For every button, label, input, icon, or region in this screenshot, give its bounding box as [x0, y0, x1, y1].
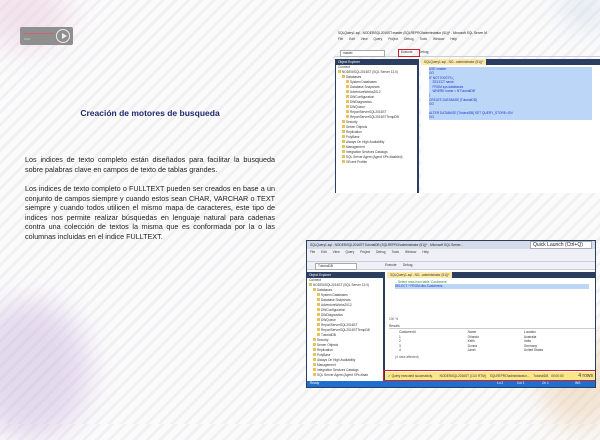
- tree-node-label: System Databases: [350, 80, 377, 84]
- query-editor[interactable]: [387, 272, 596, 381]
- menu-item-project[interactable]: Project: [388, 37, 399, 41]
- folder-icon: [342, 130, 345, 133]
- table-cell: Janet: [467, 348, 476, 352]
- object-explorer: [335, 59, 419, 193]
- menu-item-view[interactable]: View: [332, 250, 340, 254]
- folder-icon: [317, 308, 320, 311]
- code-line: WHERE name = N'TutorialDB': [429, 89, 592, 93]
- tree-node-label: PolyBase: [346, 135, 360, 139]
- code-line: SELECT * FROM dbo.Customers;: [395, 284, 589, 288]
- table-cell: Donna: [467, 343, 478, 348]
- code-line: USE master: [429, 67, 592, 71]
- ssms-screenshot-1: [335, 30, 600, 193]
- rows-affected: (4 rows affected): [395, 355, 419, 359]
- menu-item-debug[interactable]: Debug: [404, 37, 414, 41]
- video-time: 0:00: [24, 37, 30, 41]
- folder-icon: [342, 150, 345, 153]
- database-select[interactable]: master: [340, 50, 385, 57]
- folder-icon: [342, 160, 345, 163]
- toolbar-2: [335, 49, 600, 57]
- check-icon: ✔: [388, 374, 391, 378]
- table-cell: 2: [399, 339, 401, 343]
- tree-node[interactable]: [336, 160, 417, 165]
- menu-item-query[interactable]: Query: [345, 250, 355, 254]
- menu-item-help[interactable]: Help: [422, 250, 429, 254]
- paint-splash: [0, 300, 90, 440]
- tree-node-label: Always On High Availability: [346, 140, 385, 144]
- debug-button[interactable]: Debug: [403, 263, 413, 267]
- menu-item-query[interactable]: Query: [373, 37, 383, 41]
- folder-icon: [317, 298, 320, 301]
- insert-mode: INS: [575, 381, 581, 385]
- folder-icon: [313, 343, 316, 346]
- tree-node-label: AdventureWorks2012: [321, 303, 352, 307]
- folder-icon: [346, 115, 349, 118]
- code-line: SELECT name: [429, 80, 592, 84]
- menu-item-edit[interactable]: Edit: [321, 250, 327, 254]
- line-number: Ln 2: [497, 381, 504, 385]
- ready-text: Ready: [310, 381, 320, 385]
- table-cell: United States: [523, 348, 544, 352]
- tree-node-label: System Databases: [321, 293, 348, 297]
- folder-icon: [317, 318, 320, 321]
- folder-icon: [317, 313, 320, 316]
- folder-icon: [313, 288, 316, 291]
- status-message: Query executed successfully.: [391, 374, 433, 378]
- tree-node-label: ReportServerSQL2016STTempDB: [350, 115, 399, 119]
- tree-node-label: SQL Server Agent (Agent XPs disabled): [346, 155, 403, 159]
- debug-button[interactable]: Debug: [419, 50, 429, 54]
- tree-node-label: ReportServerSQL2016STTempDB: [321, 328, 370, 332]
- folder-icon: [346, 80, 349, 83]
- tree-node-label: Database Snapshots: [321, 298, 351, 302]
- folder-icon: [346, 85, 349, 88]
- execute-button[interactable]: Execute: [385, 263, 397, 267]
- window-title: [307, 241, 595, 249]
- menu-item-view[interactable]: View: [360, 37, 368, 41]
- column-header[interactable]: Location: [523, 330, 536, 334]
- table-row[interactable]: [393, 348, 593, 353]
- toolbar: [307, 255, 595, 262]
- table-cell: Germany: [523, 343, 538, 348]
- column-header[interactable]: CustomerId: [399, 330, 416, 334]
- tree-node-label: DWDiagnostics: [350, 100, 372, 104]
- folder-icon: [317, 328, 320, 331]
- menu-item-tools[interactable]: Tools: [391, 250, 399, 254]
- folder-icon: [342, 120, 345, 123]
- tree-node-label: NODE5\SQL2016ST (SQL Server 13.0): [313, 283, 369, 287]
- folder-icon: [338, 70, 341, 73]
- code-line: GO: [429, 102, 592, 106]
- folder-icon: [313, 358, 316, 361]
- column-number: Col 1: [517, 381, 525, 385]
- folder-icon: [342, 140, 345, 143]
- code-line: CREATE DATABASE [TutorialDB]: [429, 98, 592, 102]
- tree-node-label: AdventureWorks2012: [350, 90, 381, 94]
- video-progress-bar[interactable]: [24, 33, 54, 34]
- folder-icon: [313, 363, 316, 366]
- menu-item-file[interactable]: File: [338, 37, 344, 41]
- tree-node-label: Security: [346, 120, 358, 124]
- folder-icon: [342, 135, 345, 138]
- tree-node-label: NODE5\SQL2016ST (SQL Server 13.0): [342, 70, 398, 74]
- folder-icon: [342, 75, 345, 78]
- tree-node-label: SQL Server Agent (Agent XPs disab: [317, 373, 369, 377]
- tree-node-label: DWQueue: [321, 318, 336, 322]
- tree-node-label: TutorialDB: [321, 333, 336, 337]
- folder-icon: [346, 90, 349, 93]
- table-cell: India: [523, 339, 531, 343]
- video-player[interactable]: [20, 27, 73, 45]
- status-rows: 4 rows: [578, 373, 593, 379]
- paint-splash: [560, 0, 600, 30]
- tree-node-label: DWConfiguration: [350, 95, 375, 99]
- tree-node-label: Databases: [317, 288, 333, 292]
- tree-node-label: XEvent Profiler: [346, 160, 368, 164]
- tree-node-label: Database Snapshots: [350, 85, 380, 89]
- menu-item-edit[interactable]: Edit: [349, 37, 355, 41]
- tab-results[interactable]: Results: [389, 324, 400, 328]
- folder-icon: [346, 105, 349, 108]
- highlight-box: [383, 370, 596, 381]
- tree-node-label: DWDiagnostics: [321, 313, 343, 317]
- folder-icon: [313, 338, 316, 341]
- results-grid: [393, 330, 593, 353]
- folder-icon: [317, 323, 320, 326]
- database-select[interactable]: TutorialDB: [315, 263, 357, 270]
- paragraph: Los indices de texto completo están diseñados para facilitar la busqueda sobre palabras clave en campos de texto de tablas grandes.: [25, 155, 275, 174]
- menu-item-file[interactable]: File: [310, 250, 316, 254]
- quick-launch-input[interactable]: Quick Launch (Ctrl+Q): [530, 241, 592, 249]
- query-editor[interactable]: [421, 59, 600, 193]
- tree-node-label: PolyBase: [317, 353, 331, 357]
- folder-icon: [313, 353, 316, 356]
- folder-icon: [346, 110, 349, 113]
- char-number: Ch 1: [542, 381, 549, 385]
- tree-node-label: Integration Services Catalogs: [346, 150, 388, 154]
- tree-node-label: Server Objects: [346, 125, 368, 129]
- menu-item-tools[interactable]: Tools: [419, 37, 427, 41]
- tab-query[interactable]: SQLQuery1.sql - NO...administrator (51))*: [421, 59, 486, 65]
- highlight-box: [398, 49, 420, 57]
- folder-icon: [342, 125, 345, 128]
- code-line: ALTER DATABASE [TutorialDB] SET QUERY_STORE=ON: [429, 111, 592, 115]
- table-cell: Keith: [467, 339, 475, 343]
- toolbar-2: [307, 262, 595, 270]
- folder-icon: [313, 368, 316, 371]
- menu-item-project[interactable]: Project: [360, 250, 371, 254]
- folder-icon: [342, 145, 345, 148]
- folder-icon: [346, 100, 349, 103]
- execute-button[interactable]: Execute: [401, 50, 413, 54]
- code-line: GO: [429, 71, 592, 75]
- folder-icon: [317, 293, 320, 296]
- status-server: NODE5\SQL2016ST (13.0 RTM): [439, 374, 486, 378]
- menu-item-help[interactable]: Help: [450, 37, 457, 41]
- tree-node-label: DWQueue: [350, 105, 365, 109]
- folder-icon: [317, 303, 320, 306]
- toolbar: [335, 42, 600, 49]
- page-title: Creación de motores de busqueda: [80, 108, 220, 118]
- folder-icon: [309, 283, 312, 286]
- code-line: FROM sys.databases: [429, 85, 592, 89]
- tree-node-label: Replication: [317, 348, 333, 352]
- column-header[interactable]: Name: [467, 330, 477, 334]
- tree-node-label: Security: [317, 338, 329, 342]
- tree-node-label: ReportServerSQL2016ST: [321, 323, 358, 327]
- menu-item-window[interactable]: Window: [432, 37, 445, 41]
- object-explorer: [307, 272, 385, 381]
- tree-node-label: Management: [346, 145, 365, 149]
- table-cell: 4: [399, 348, 401, 352]
- code-line: GO: [429, 115, 592, 119]
- table-cell: Australia: [523, 334, 537, 339]
- folder-icon: [317, 333, 320, 336]
- tree-node-label: Management: [317, 363, 336, 367]
- play-icon[interactable]: [56, 29, 70, 43]
- zoom-level[interactable]: 100 %: [389, 317, 399, 321]
- paragraph: Los indices de texto completo o FULLTEXT pueden ser creados en base a un conjunto de campos siempre y cuando estos sean CHAR, VARCHAR o TEXT siempre y cuando todos utilicen el mismo mapa de caracteres, este tipo de indices nos permite realizar búsquedas en lenguaje natural para cadenas contra una colección de textos la misma que es conformada por la o las columnas incluidas en el indice FULLTEXT.: [25, 184, 275, 241]
- status-time: 00:00:00: [551, 374, 564, 378]
- object-explorer-title: Object Explorer: [307, 272, 383, 278]
- folder-icon: [313, 348, 316, 351]
- tree-node-label: Server Objects: [317, 343, 339, 347]
- tree-node-label: ReportServerSQL2016ST: [350, 110, 387, 114]
- code-line: ): [429, 93, 592, 97]
- tree-node[interactable]: [307, 373, 383, 378]
- status-user: SQLREPRO\administrator...: [489, 374, 530, 378]
- object-explorer-title: Object Explorer: [336, 59, 417, 65]
- table-cell: 1: [399, 334, 401, 339]
- folder-icon: [313, 373, 316, 376]
- folder-icon: [346, 95, 349, 98]
- code-line: IF NOT EXISTS (: [429, 76, 592, 80]
- tree-node-label: Integration Services Catalogs: [317, 368, 359, 372]
- menu-item-debug[interactable]: Debug: [376, 250, 386, 254]
- table-cell: Orlando: [467, 334, 479, 339]
- tree-node-label: Always On High Availability: [317, 358, 356, 362]
- tree-node-label: Databases: [346, 75, 362, 79]
- app-status-bar: [307, 381, 596, 388]
- menu-item-window[interactable]: Window: [404, 250, 417, 254]
- table-cell: 3: [399, 343, 401, 348]
- ssms-screenshot-2: [306, 240, 596, 388]
- connect-button[interactable]: Connect: [338, 65, 350, 69]
- folder-icon: [342, 155, 345, 158]
- window-title: SQLQuery1.sql - NODE5\SQL2016ST.master (SQLREPRO\administrator (51))* - Microsoft SQL Server M: [338, 31, 487, 35]
- code-line: -- Select rows from table 'Customers': [395, 280, 448, 284]
- tree-node-label: DWConfiguration: [321, 308, 346, 312]
- window-title-text: SQLQuery1.sql - NODE5\SQL2016ST.TutorialDB (SQLREPRO\administrator (51))* - Microsoft SQL Server...: [310, 243, 463, 247]
- tree-node-label: Replication: [346, 130, 362, 134]
- tab-query[interactable]: SQLQuery1.sql - NO...administrator (51))*: [387, 272, 452, 278]
- status-db: TutorialDB: [533, 374, 549, 378]
- connect-button[interactable]: Connect: [309, 278, 321, 282]
